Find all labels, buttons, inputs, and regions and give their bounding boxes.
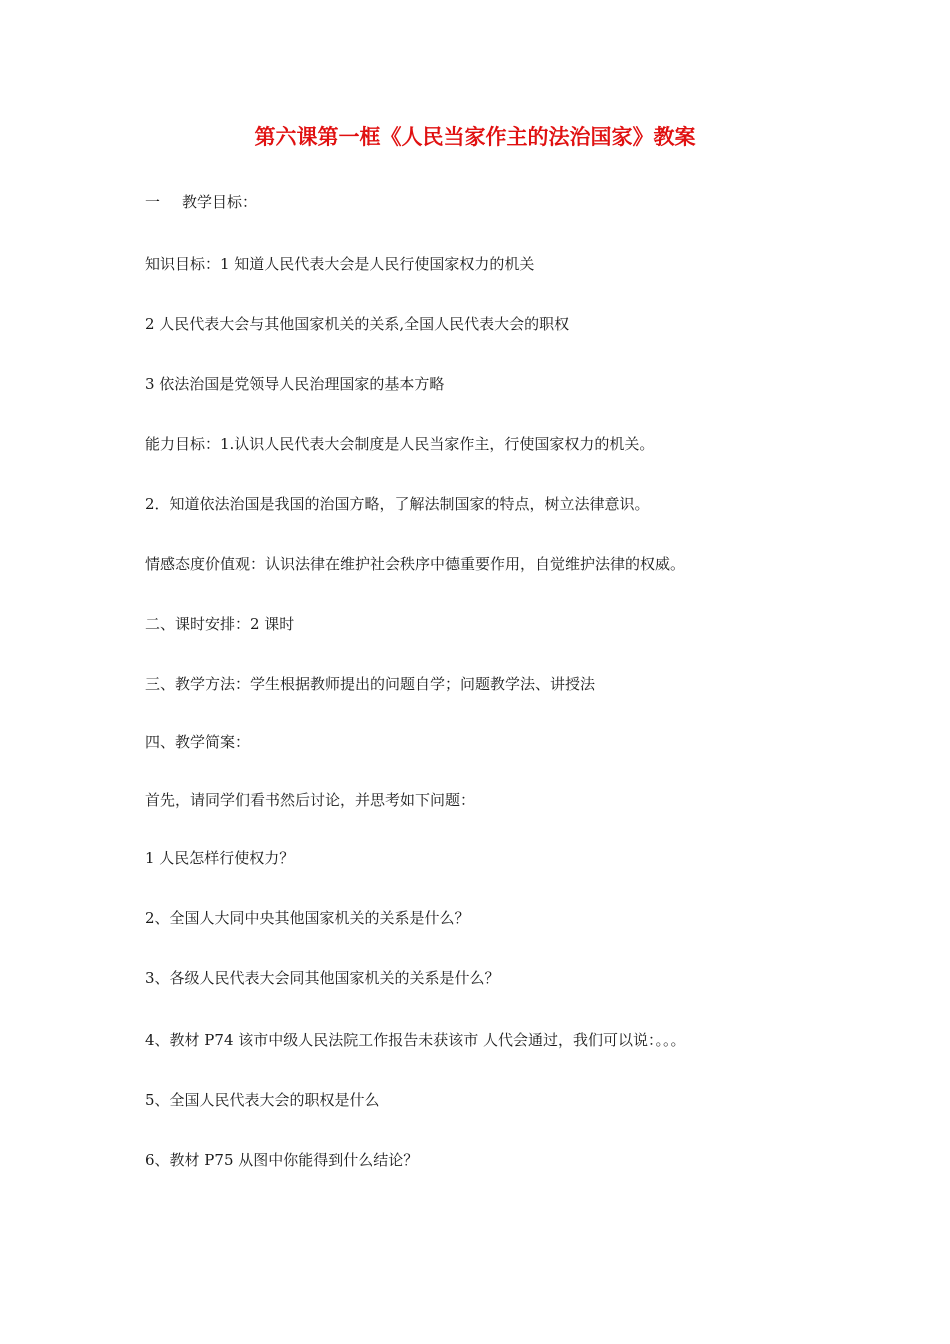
paragraph-ability-goal-2: 2．知道依法治国是我国的治国方略，了解法制国家的特点，树立法律意识。 — [145, 495, 650, 513]
paragraph-knowledge-goal-2: 2 人民代表大会与其他国家机关的关系,全国人民代表大会的职权 — [145, 315, 570, 333]
paragraph-knowledge-goal-3: 3 依法治国是党领导人民治理国家的基本方略 — [145, 375, 445, 393]
section-label: 教学目标： — [182, 193, 258, 211]
paragraph-schedule: 二、课时安排：2 课时 — [145, 615, 295, 633]
question-3: 3、各级人民代表大会同其他国家机关的关系是什么？ — [145, 969, 500, 987]
paragraph-knowledge-goal-1: 知识目标：1 知道人民代表大会是人民行使国家权力的机关 — [145, 255, 535, 273]
question-4: 4、教材 P74 该市中级人民法院工作报告未获该市 人代会通过，我们可以说：。。。 — [145, 1031, 686, 1049]
paragraph-emotion-goal: 情感态度价值观：认识法律在维护社会秩序中德重要作用，自觉维护法律的权威。 — [145, 555, 686, 573]
paragraph-ability-goal-1: 能力目标：1.认识人民代表大会制度是人民当家作主，行使国家权力的机关。 — [145, 435, 655, 453]
question-6: 6、教材 P75 从图中你能得到什么结论？ — [145, 1151, 419, 1169]
document-title: 第六课第一框《人民当家作主的法治国家》教案 — [254, 124, 696, 149]
paragraph-plan-heading: 四、教学简案： — [145, 733, 251, 751]
question-1: 1 人民怎样行使权力？ — [145, 849, 295, 867]
section-number: 一 — [145, 193, 161, 211]
question-5: 5、全国人民代表大会的职权是什么 — [145, 1091, 380, 1109]
paragraph-objectives-heading — [145, 191, 257, 213]
paragraph-methods: 三、教学方法：学生根据教师提出的问题自学；问题教学法、讲授法 — [145, 675, 596, 693]
paragraph-intro: 首先，请同学们看书然后讨论，并思考如下问题： — [145, 791, 476, 809]
question-2: 2、全国人大同中央其他国家机关的关系是什么？ — [145, 909, 470, 927]
